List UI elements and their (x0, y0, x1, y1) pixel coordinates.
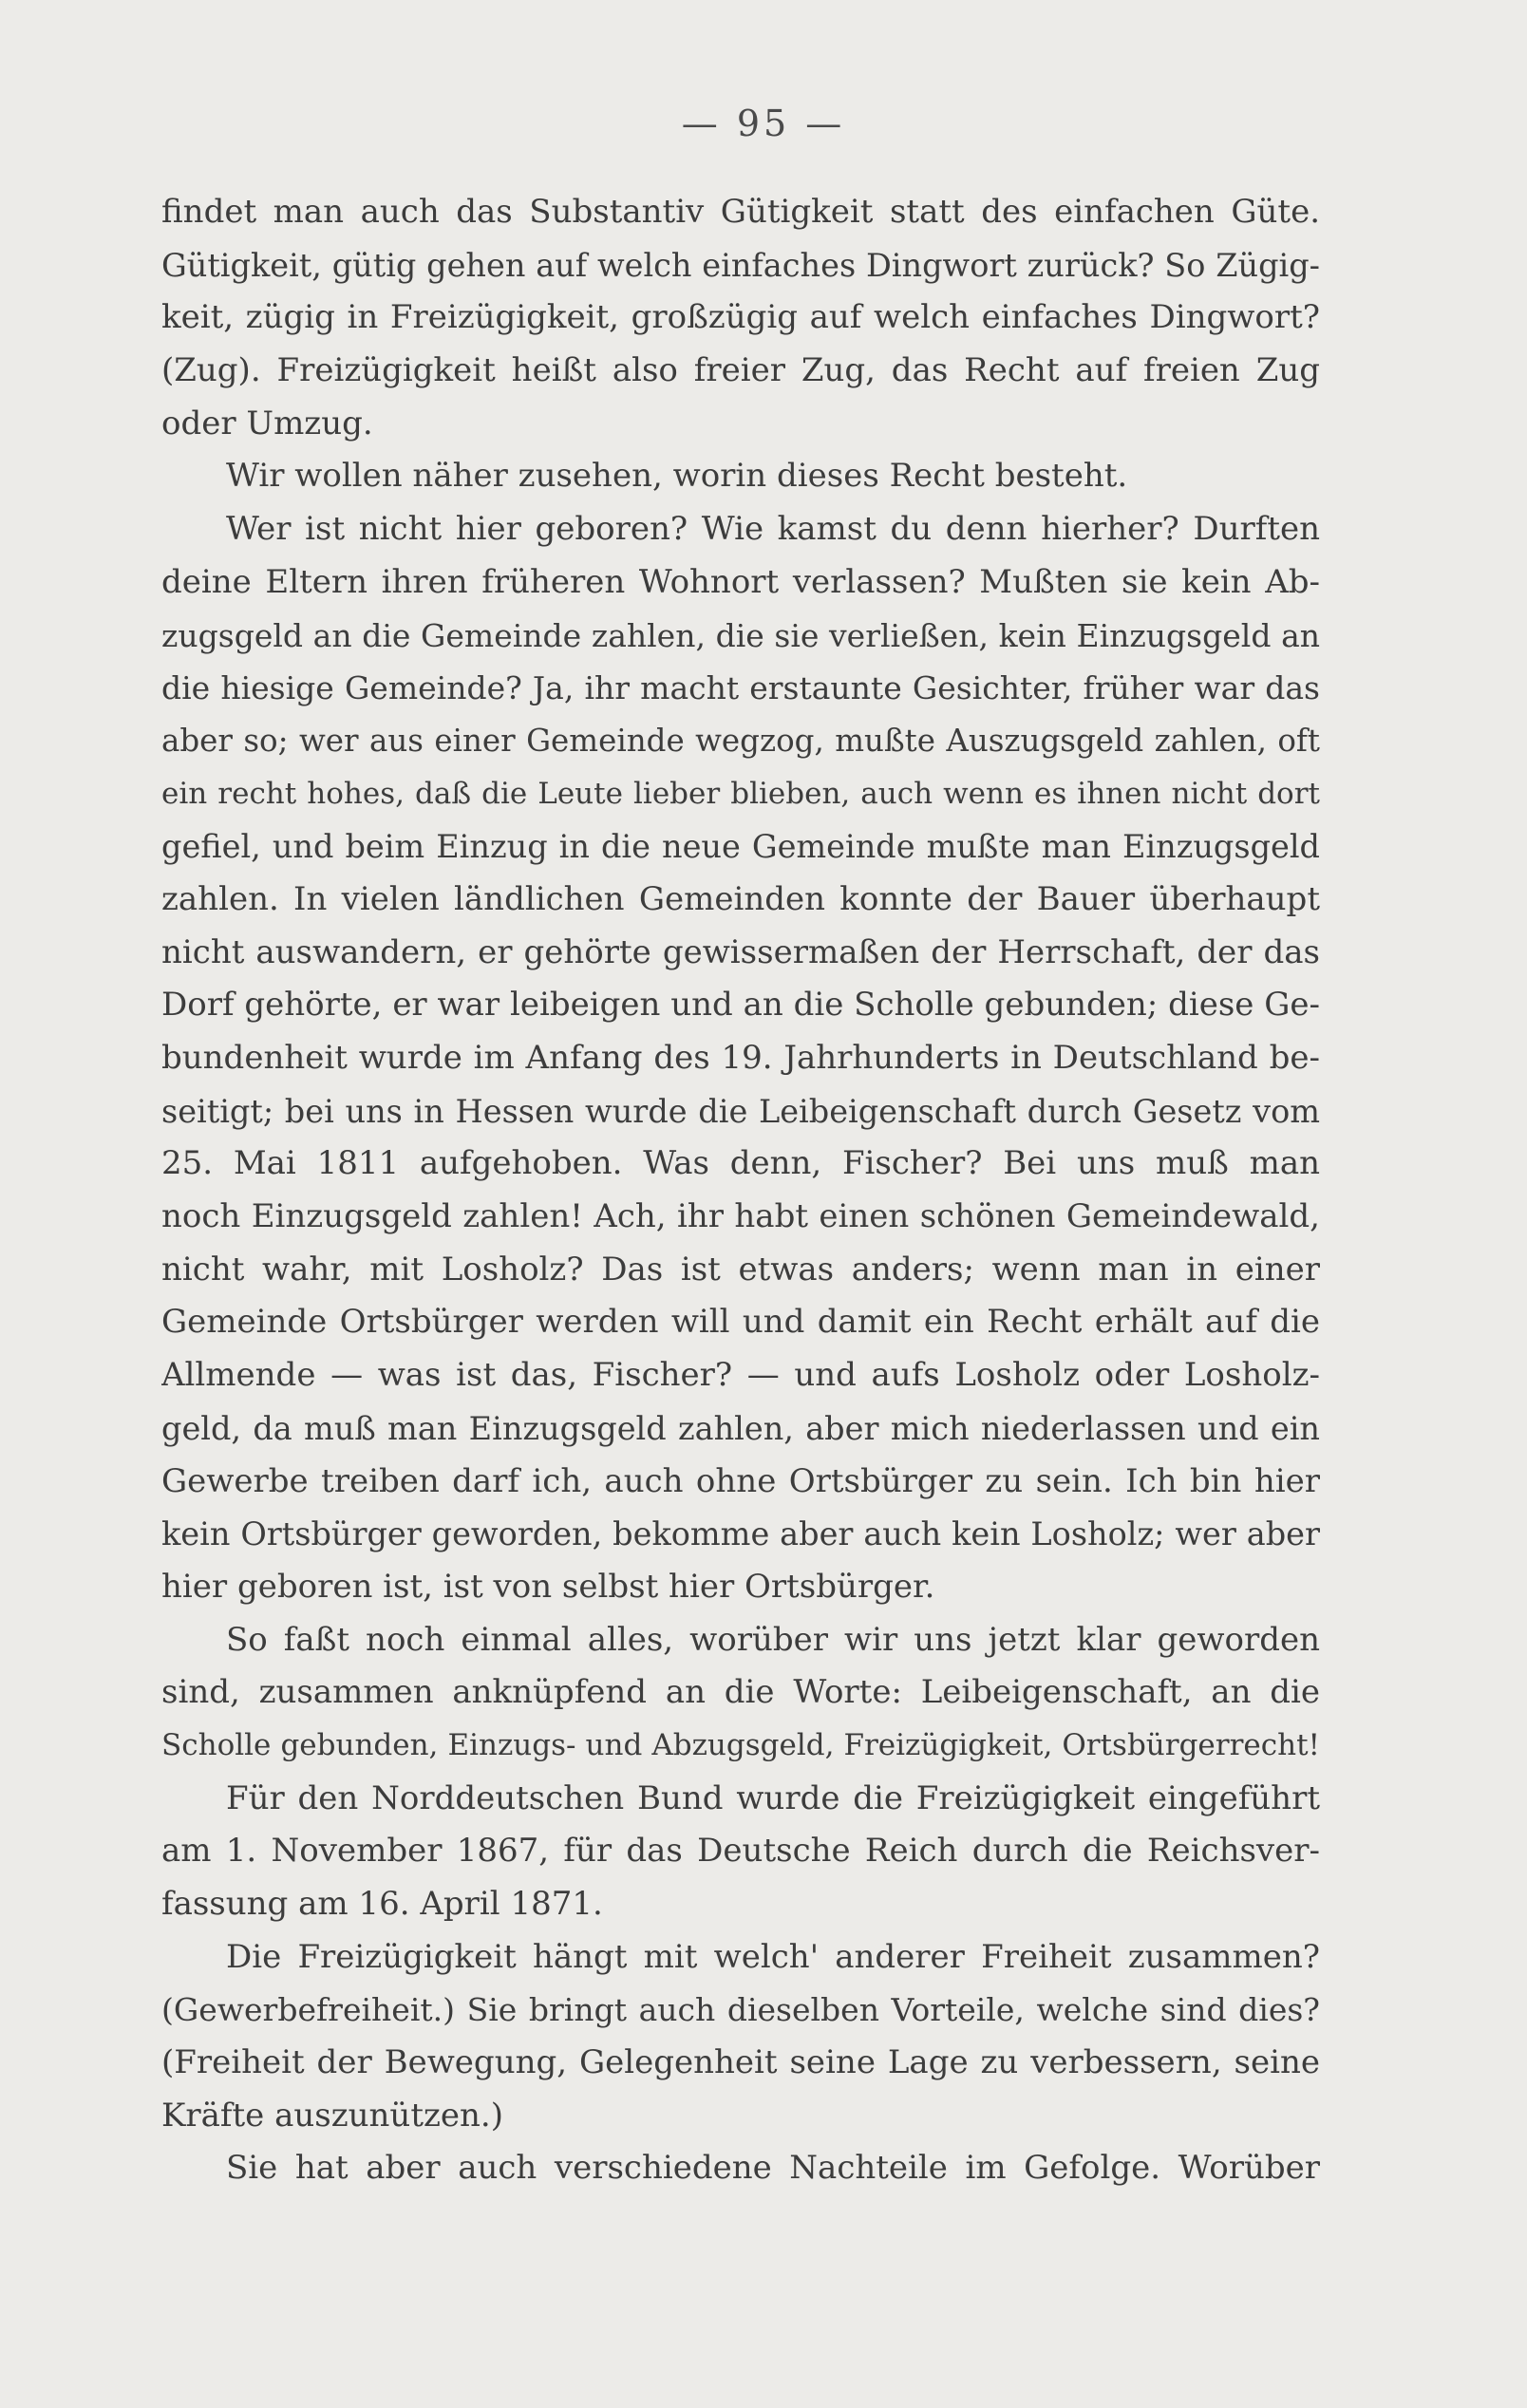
text-line: nicht wahr, mit Losholz? Das ist etwas anders; wenn man in einer (161, 1250, 1320, 1289)
text-line: am 1. November 1867, für das Deutsche Reich durch die Reichsver- (161, 1832, 1320, 1871)
text-line: aber so; wer aus einer Gemeinde wegzog, mußte Auszugsgeld zahlen, oft (161, 722, 1320, 759)
text-line: zugsgeld an die Gemeinde zahlen, die sie verließen, kein Einzugsgeld an (161, 616, 1320, 654)
text-line: 25. Mai 1811 aufgehoben. Was denn, Fischer? Bei uns muß man (161, 1144, 1320, 1183)
text-line: Allmende — was ist das, Fischer? — und aufs Losholz oder Losholz- (161, 1356, 1320, 1395)
text-line: geld, da muß man Einzugsgeld zahlen, aber mich niederlassen und ein (161, 1409, 1320, 1447)
text-line: So faßt noch einmal alles, worüber wir uns jetzt klar geworden (226, 1620, 1320, 1659)
text-line: Für den Norddeutschen Bund wurde die Freizügigkeit eingeführt (226, 1778, 1320, 1817)
text-line: Sie hat aber auch verschiedene Nachteile im Gefolge. Worüber (226, 2149, 1320, 2188)
text-line: seitigt; bei uns in Hessen wurde die Leibeigenschaft durch Gesetz vom (161, 1092, 1320, 1130)
text-line: die hiesige Gemeinde? Ja, ihr macht erstaunte Gesichter, früher war das (161, 669, 1320, 707)
text-line: hier geboren ist, ist von selbst hier Ortsbürger. (161, 1567, 935, 1606)
text-line: (Gewerbefreiheit.) Sie bringt auch dieselben Vorteile, welche sind dies? (161, 1991, 1320, 2029)
text-line: Dorf gehörte, er war leibeigen und an die Scholle gebunden; diese Ge- (161, 986, 1320, 1025)
text-line: Scholle gebunden, Einzugs- und Abzugsgeld, Freizügigkeit, Ortsbürgerrecht! (161, 1727, 1320, 1762)
text-line: Gemeinde Ortsbürger werden will und damit ein Recht erhält auf die (161, 1303, 1320, 1342)
text-line: fassung am 16. April 1871. (161, 1885, 603, 1923)
text-line: nicht auswandern, er gehörte gewissermaßen der Herrschaft, der das (161, 932, 1320, 971)
text-line: gefiel, und beim Einzug in die neue Gemeinde mußte man Einzugsgeld (161, 828, 1320, 866)
text-line: kein Ortsbürger geworden, bekomme aber auch kein Losholz; wer aber (161, 1515, 1320, 1553)
text-line: Wir wollen näher zusehen, worin dieses Recht besteht. (226, 457, 1128, 496)
text-line: noch Einzugsgeld zahlen! Ach, ihr habt einen schönen Gemeindewald, (161, 1197, 1320, 1236)
page-number: — 95 — (681, 103, 846, 144)
text-line: bundenheit wurde im Anfang des 19. Jahrhunderts in Deutschland be- (161, 1039, 1320, 1077)
text-line: oder Umzug. (161, 404, 373, 442)
text-line: sind, zusammen anknüpfend an die Worte: Leibeigenschaft, an die (161, 1673, 1320, 1712)
text-line: Die Freizügigkeit hängt mit welch' anderer Freiheit zusammen? (226, 1937, 1320, 1976)
text-line: Gütigkeit, gütig gehen auf welch einfaches Dingwort zurück? So Zügig- (161, 246, 1320, 284)
text-line: keit, zügig in Freizügigkeit, großzügig auf welch einfaches Dingwort? (161, 298, 1320, 337)
text-line: zahlen. In vielen ländlichen Gemeinden konnte der Bauer überhaupt (161, 879, 1320, 918)
text-line: Kräfte auszunützen.) (161, 2096, 503, 2135)
text-line: (Zug). Freizügigkeit heißt also freier Zug, das Recht auf freien Zug (161, 351, 1320, 390)
text-line: (Freiheit der Bewegung, Gelegenheit seine Lage zu verbessern, seine (161, 2043, 1320, 2082)
text-line: Gewerbe treiben darf ich, auch ohne Ortsbürger zu sein. Ich bin hier (161, 1461, 1320, 1500)
body-text (161, 186, 1320, 2195)
text-line: Wer ist nicht hier geboren? Wie kamst du denn hierher? Durften (226, 510, 1320, 549)
text-line: findet man auch das Substantiv Gütigkeit statt des einfachen Güte. (161, 193, 1320, 231)
text-line: deine Eltern ihren früheren Wohnort verlassen? Mußten sie kein Ab- (161, 562, 1320, 601)
text-line: ein recht hohes, daß die Leute lieber blieben, auch wenn es ihnen nicht dort (161, 776, 1320, 811)
